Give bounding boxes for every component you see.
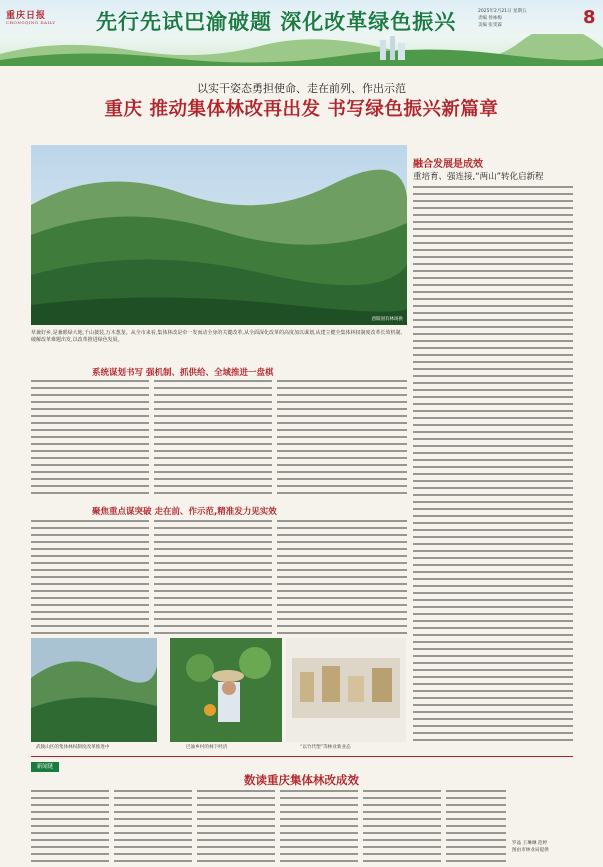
- bottom-col1: [31, 790, 109, 862]
- article-title: 重庆 推动集体林改再出发 书写绿色振兴新篇章: [104, 99, 499, 120]
- article-kicker: 以实干姿态勇担使命、走在前列、作出示范: [197, 82, 406, 95]
- section2-col3: [277, 520, 407, 635]
- page-number: 8: [583, 7, 596, 28]
- bottom-divider: [31, 756, 573, 757]
- bottom-col3: [197, 790, 275, 862]
- section2-col2: [154, 520, 272, 635]
- newspaper-logo: 重庆日报: [6, 11, 47, 21]
- photo-credit: 酉阳国有林场供: [371, 317, 403, 322]
- byline-photo: 图由市林业局提供: [512, 847, 549, 853]
- newspaper-logo-sub: CHONGQING DAILY: [6, 20, 56, 25]
- main-photo: [31, 145, 407, 325]
- meta-editor: 责编 侯咏梅: [478, 16, 502, 21]
- forest-hills-illustration: [0, 34, 603, 66]
- news-link-tag: 新闻链: [31, 762, 59, 772]
- byline-authors: 罗晶 王琳琳 范婷: [512, 841, 548, 846]
- section-title-1: 系统谋划书写 强机制、抓供给、全域推进一盘棋: [92, 368, 274, 378]
- photo-farmer-with-fruit: [170, 638, 282, 742]
- photo-caption: 草兼好乡,是兼眼绿大地,千山披装,万木葱茏。从全市来看,集体林改是牵一发而动全身的关键改革,从全面深化改革的高度加以谋划,从建立健全集体林权制度改革长效机制、破解改革难题出发,以改革推进绿色发展。: [31, 330, 406, 344]
- meta-design: 美编 张雯霖: [478, 23, 502, 28]
- masthead-banner: [0, 0, 603, 66]
- bottom-col2: [114, 790, 192, 862]
- right-column-subheading: 重培育、强连接,“两山”转化启新程: [413, 172, 544, 182]
- caption-photo-3: “以竹代塑”等林业新业态: [300, 745, 351, 750]
- section1-col3: [277, 380, 407, 498]
- page-meta: [478, 8, 526, 29]
- caption-photo-2: 巴渝乡村的林下经济: [186, 745, 228, 750]
- bottom-col6: [446, 790, 506, 862]
- mountain-forest-image: [31, 145, 407, 325]
- section1-col1: [31, 380, 149, 498]
- meta-date: 2025年2月21日 星期五: [478, 9, 527, 14]
- bottom-col4: [280, 790, 358, 862]
- bottom-col5: [363, 790, 441, 862]
- right-column-text: [413, 186, 573, 746]
- photo-bamboo-products: [286, 638, 406, 742]
- bottom-title: 数读重庆集体林改成效: [244, 773, 359, 787]
- section2-col1: [31, 520, 149, 635]
- section1-col2: [154, 380, 272, 498]
- caption-photo-1: 武陵山区的集体林权制度改革推进中: [36, 745, 110, 750]
- right-column-heading: 融合发展是成效: [413, 159, 483, 170]
- photo-mountain-village: [31, 638, 157, 742]
- section-title-2: 聚焦重点谋突破 走在前、作示范,精准发力见实效: [92, 507, 277, 517]
- byline: [512, 841, 549, 854]
- page-headline: 先行先试巴渝破题 深化改革绿色振兴: [96, 10, 457, 34]
